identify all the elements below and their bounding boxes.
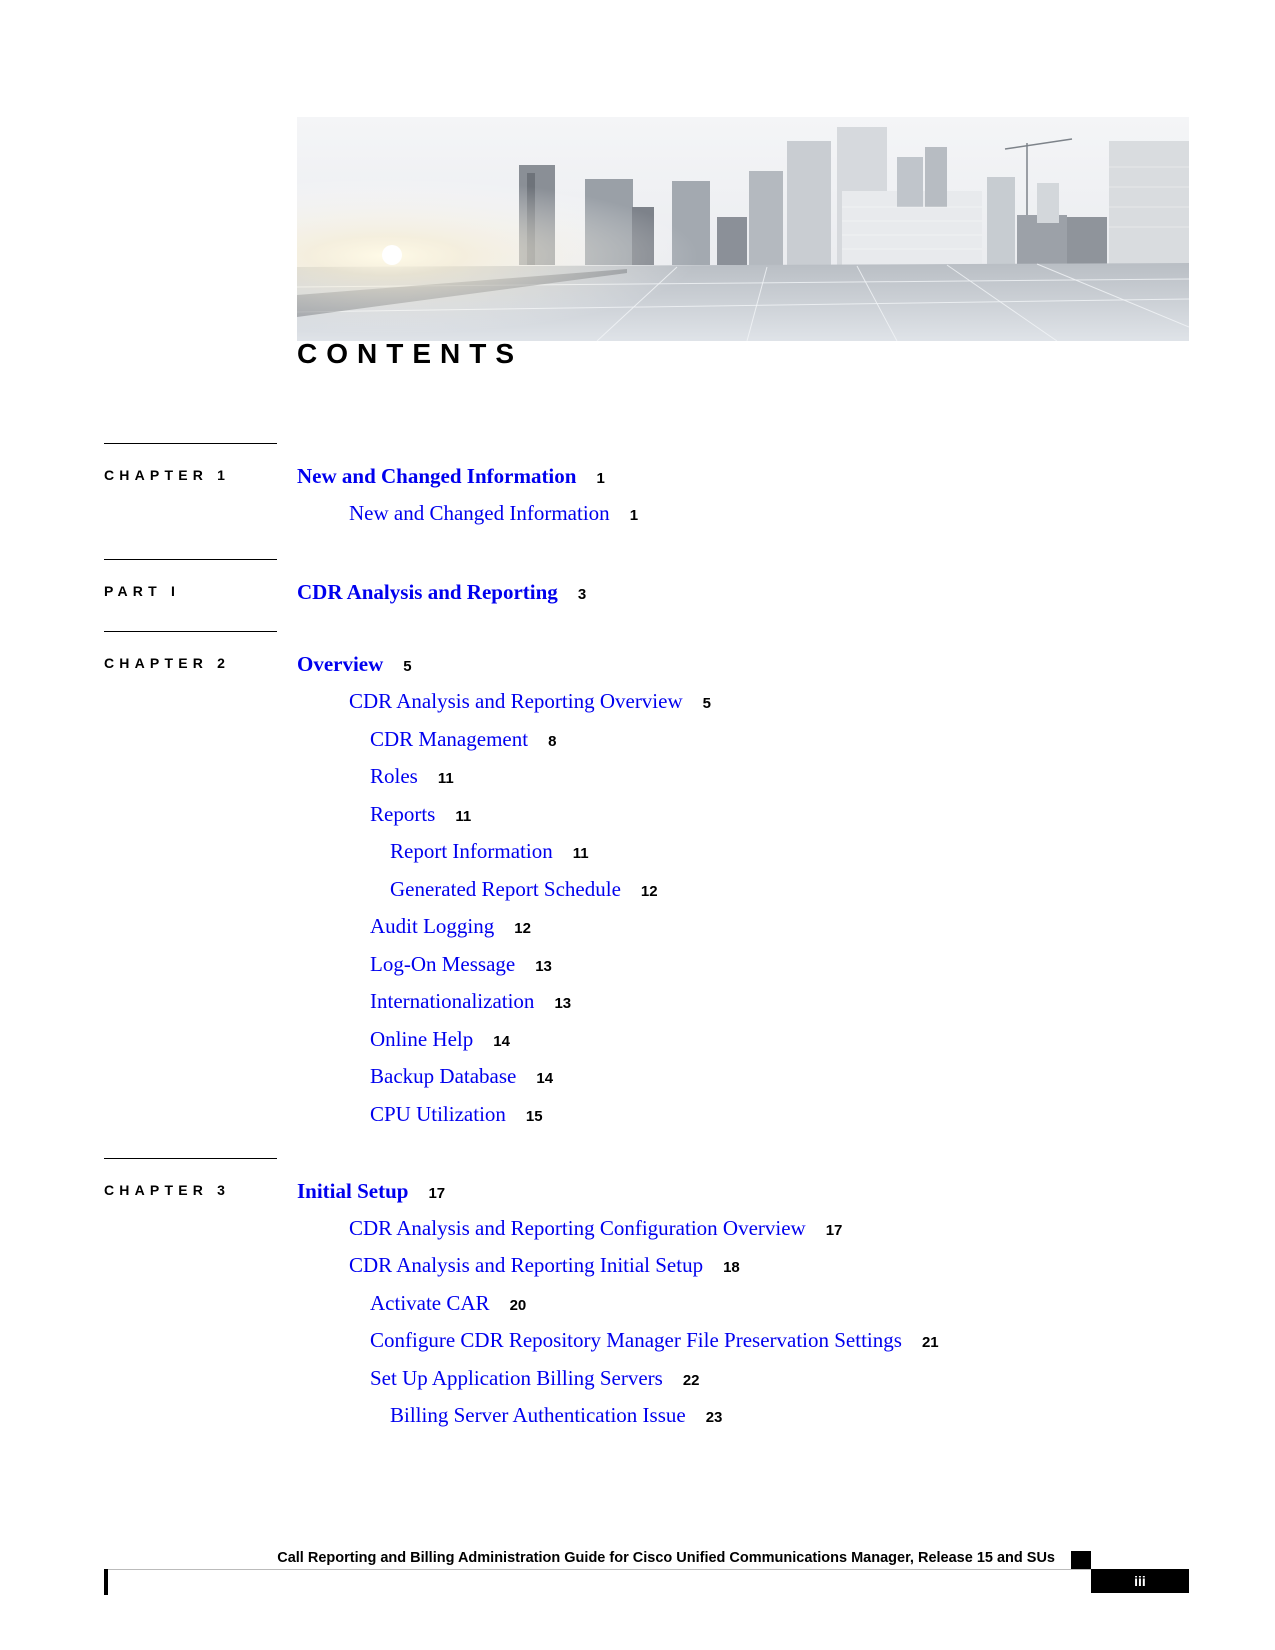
section-label: PART I <box>104 583 181 599</box>
toc-entry-page: 11 <box>437 770 454 787</box>
toc-entry-page: 12 <box>640 883 658 900</box>
toc-entry-title[interactable]: CDR Analysis and Reporting Configuration Overview <box>349 1216 806 1240</box>
toc-entry[interactable] <box>390 1403 722 1428</box>
toc-entry[interactable] <box>297 580 586 605</box>
toc-entry-page: 12 <box>514 920 531 937</box>
toc-entry-page: 13 <box>535 958 552 975</box>
toc-entry-title[interactable]: Backup Database <box>370 1064 517 1088</box>
contents-title: CONTENTS <box>297 338 523 369</box>
toc-entry-page: 23 <box>705 1409 723 1426</box>
toc-entry-title[interactable]: Log-On Message <box>370 952 516 976</box>
toc-entry[interactable] <box>370 1102 543 1127</box>
toc-entry[interactable] <box>370 914 531 939</box>
toc-entry-page: 18 <box>723 1259 740 1276</box>
toc-entry-page: 21 <box>921 1334 939 1351</box>
toc-entry-page: 13 <box>554 995 572 1012</box>
toc-entry-title[interactable]: CDR Analysis and Reporting <box>297 580 558 604</box>
section-rule <box>104 631 277 632</box>
footer-guide-title: Call Reporting and Billing Administration Guide for Cisco Unified Communications Manager, Release 15 and SUs <box>277 1550 1055 1566</box>
toc-entry-title[interactable]: Activate CAR <box>370 1291 490 1315</box>
toc-entry[interactable] <box>349 689 711 714</box>
toc-entry-title[interactable]: New and Changed Information <box>349 501 610 525</box>
toc-entry[interactable] <box>370 1366 700 1391</box>
toc-entry-title[interactable]: Billing Server Authentication Issue <box>390 1403 686 1427</box>
toc-entry-title[interactable]: CDR Analysis and Reporting Overview <box>349 689 683 713</box>
section-label: CHAPTER 2 <box>104 655 231 671</box>
toc-entry-page: 14 <box>536 1070 554 1087</box>
toc-entry[interactable] <box>297 464 605 489</box>
toc-entry-page: 8 <box>548 733 557 750</box>
toc-entry-title[interactable]: Report Information <box>390 839 553 863</box>
toc-entry-title[interactable]: Initial Setup <box>297 1179 409 1203</box>
toc-entry[interactable] <box>370 727 556 752</box>
section-rule <box>104 1158 277 1159</box>
toc-entry-title[interactable]: Set Up Application Billing Servers <box>370 1366 663 1390</box>
toc-entry-page: 5 <box>702 695 711 712</box>
toc-entry-page: 1 <box>596 470 605 487</box>
toc-entry[interactable] <box>370 764 454 789</box>
toc-entry-title[interactable]: New and Changed Information <box>297 464 577 488</box>
toc-entry-title[interactable]: Configure CDR Repository Manager File Preservation Settings <box>370 1328 902 1352</box>
section-label: CHAPTER 1 <box>104 467 231 483</box>
toc-entry-page: 11 <box>572 845 589 862</box>
footer-rule <box>104 1569 1094 1570</box>
toc-entry-title[interactable]: Generated Report Schedule <box>390 877 621 901</box>
toc-entry[interactable] <box>370 952 552 977</box>
toc-entry-title[interactable]: Online Help <box>370 1027 474 1051</box>
toc-entry-title[interactable]: CDR Analysis and Reporting Initial Setup <box>349 1253 704 1277</box>
toc-entry-title[interactable]: Audit Logging <box>370 914 495 938</box>
toc-entry-page: 3 <box>577 586 587 603</box>
toc-entry-page: 17 <box>428 1185 446 1202</box>
section-rule <box>104 559 277 560</box>
header-banner-image <box>297 117 1189 341</box>
toc-entry[interactable] <box>390 877 658 902</box>
toc-entry[interactable] <box>297 1179 445 1204</box>
toc-entry[interactable] <box>370 802 471 827</box>
toc-entry[interactable] <box>349 1253 740 1278</box>
toc-entry-page: 15 <box>525 1108 543 1125</box>
toc-entry[interactable] <box>349 1216 842 1241</box>
toc-entry-page: 1 <box>629 507 639 524</box>
toc-entry-title[interactable]: CDR Management <box>370 727 529 751</box>
section-label: CHAPTER 3 <box>104 1182 231 1198</box>
footer-bar <box>104 1569 108 1595</box>
toc-entry-title[interactable]: Roles <box>370 764 418 788</box>
toc-entry-title[interactable]: Overview <box>297 652 384 676</box>
toc-entry[interactable] <box>390 839 589 864</box>
toc-entry[interactable] <box>297 652 412 677</box>
toc-entry[interactable] <box>370 1027 510 1052</box>
toc-entry-page: 17 <box>825 1222 843 1239</box>
toc-entry[interactable] <box>370 1328 939 1353</box>
toc-entry[interactable] <box>370 989 571 1014</box>
footer-marker <box>1071 1551 1091 1570</box>
toc-entry-title[interactable]: Reports <box>370 802 436 826</box>
section-rule <box>104 443 277 444</box>
toc-entry-page: 14 <box>493 1033 510 1050</box>
toc-entry-title[interactable]: CPU Utilization <box>370 1102 506 1126</box>
toc-entry-title[interactable]: Internationalization <box>370 989 535 1013</box>
toc-entry-page: 22 <box>682 1372 700 1389</box>
city-skyline-illustration <box>297 117 1189 341</box>
footer-page-number: iii <box>1091 1569 1189 1593</box>
toc-entry[interactable] <box>370 1064 553 1089</box>
toc-entry-page: 11 <box>455 808 472 825</box>
toc-entry-page: 20 <box>509 1297 527 1314</box>
toc-entry-page: 5 <box>403 658 412 675</box>
toc-entry[interactable] <box>349 501 638 526</box>
toc-entry[interactable] <box>370 1291 526 1316</box>
